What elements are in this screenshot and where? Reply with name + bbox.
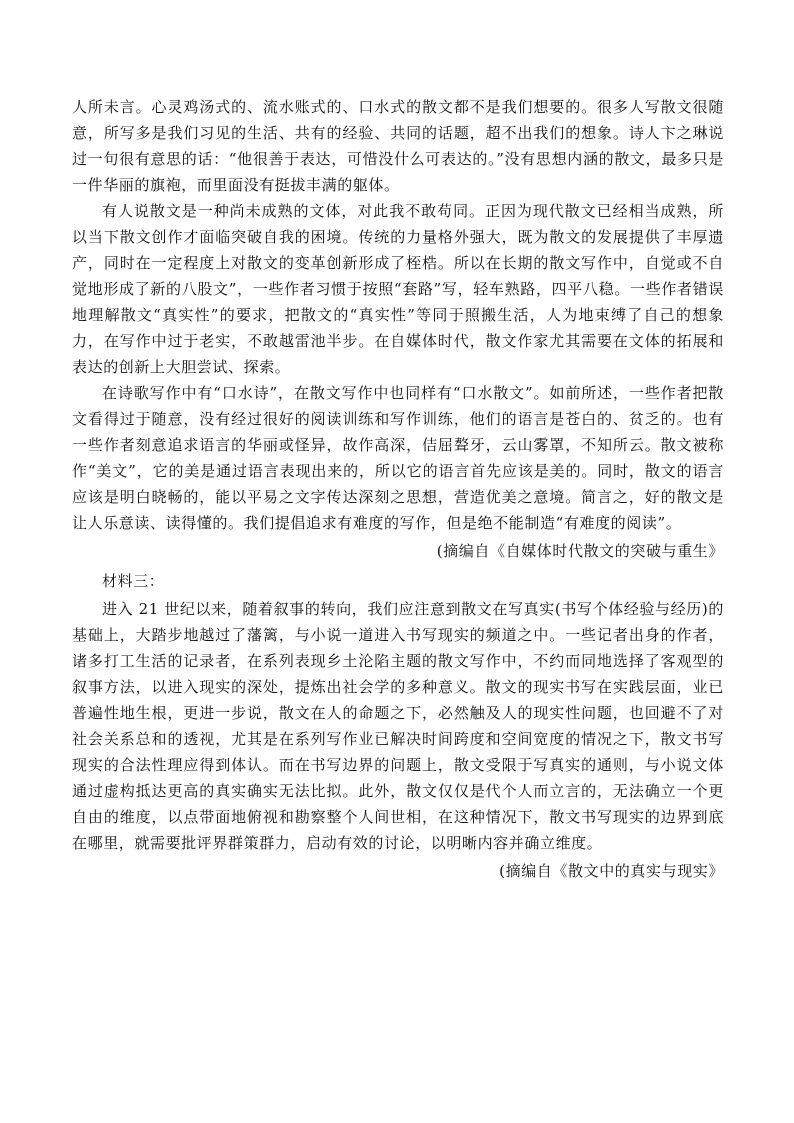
paragraph-language: 在诗歌写作中有“口水诗”，在散文写作中也同样有“口水散文”。如前所述，一些作者把散文看得过于随意，没有经过很好的阅读训练和写作训练，他们的语言是苍白的、贫乏的。也有一些作者刻意追求语言的华丽或怪异，故作高深，佶屈聱牙，云山雾罩，不知所云。散文被称作“美文”，它的美是通过语言表现出来的，所以它的语言首先应该是美的。同时，散文的语言应该是明白晓畅的，能以平易之文字传达深刻之思想，营造优美之意境。简言之，好的散文是让人乐意读、读得懂的。我们提倡追求有难度的写作，但是绝不能制造“有难度的阅读”。	[72, 384, 724, 532]
source-citation-2: (摘编自《散文中的真实与现实》	[499, 862, 724, 880]
paragraph-maturity: 有人说散文是一种尚未成熟的文体，对此我不敢苟同。正因为现代散文已经相当成熟，所以当下散文创作才面临突破自我的困境。传统的力量格外强大，既为散文的发展提供了丰厚遗产，同时在一定程度上对散文的变革创新形成了桎梏。所以在长期的散文写作中，自觉或不自觉地形成了新的八股文”，一些作者习惯于按照“套路”写，轻车熟路，四平八稳。一些作者错误地理解散文“真实性”的要求，把散文的“真实性”等同于照搬生活，人为地束缚了自己的想象力，在写作中过于老实，不敢越雷池半步。在自媒体时代，散文作家尤其需要在文体的拓展和表达的创新上大胆尝试、探索。	[72, 202, 724, 376]
paragraph-reality: 进入 21 世纪以来，随着叙事的转向，我们应注意到散文在写真实(书写个体经验与经历)的基础上，大踏步地越过了藩篱，与小说一道进入书写现实的频道之中。一些记者出身的作者，诸多打工生活的记录者，在系列表现乡土沦陷主题的散文写作中，不约而同地选择了客观型的叙事方法，以进入现实的深处，提炼出社会学的多种意义。散文的现实书写在实践层面，业已普遍性地生根，更进一步说，散文在人的命题之下，必然触及人的现实性问题，也回避不了对社会关系总和的透视，尤其是在系列写作业已解决时间跨度和空间宽度的情况之下，散文书写现实的合法性理应得到体认。而在书写边界的问题上，散文受限于写真实的通则，与小说文体通过虚构抵达更高的真实确实无法比拟。此外，散文仅仅是代个人而立言的，无法确立一个更自由的维度，以点带面地俯视和勘察整个人间世相，在这种情况下，散文书写现实的边界到底在哪里，就需要批评界群策群力，启动有效的讨论，以明晰内容并确立维度。	[72, 600, 724, 852]
document-page	[72, 94, 724, 886]
paragraph-continued: 人所未言。心灵鸡汤式的、流水账式的、口水式的散文都不是我们想要的。很多人写散文很随意，所写多是我们习见的生活、共有的经验、共同的话题，超不出我们的想象。诗人卞之琳说过一句很有意思的话：“他很善于表达，可惜没什么可表达的。”没有思想内涵的散文，最多只是一件华丽的旗袍，而里面没有挺拔丰满的躯体。	[72, 98, 724, 194]
section-heading-material-3: 材料三：	[102, 572, 165, 590]
source-citation-1: (摘编自《自媒体时代散文的突破与重生》	[436, 542, 724, 560]
